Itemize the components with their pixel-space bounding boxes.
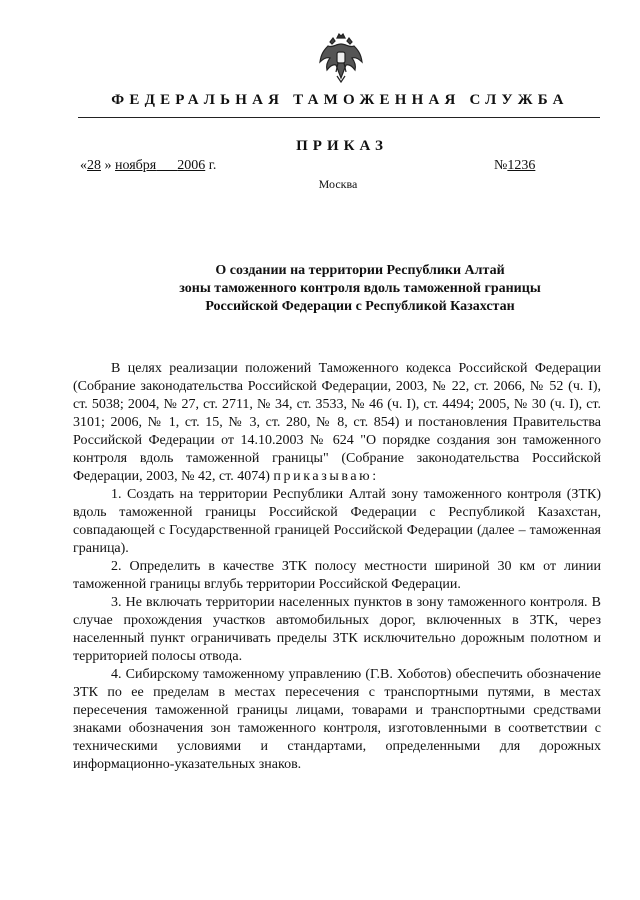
- intro-command: приказываю:: [273, 469, 379, 484]
- agency-name: ФЕДЕРАЛЬНАЯ ТАМОЖЕННАЯ СЛУЖБА: [111, 92, 569, 108]
- city: Москва: [318, 177, 358, 191]
- intro-text: В целях реализации положений Таможенного кодекса Российской Федерации (Собрание законодательства Российской Федерации, 2003, № 22, ст. 2066, № 52 (ч. I), ст. 5038; 2004, № 27, ст. 2711, № 34, ст. 3533, № 46 (ч. I), ст. 4494; 2005, № 30 (ч. I), ст. 3101; 2006, № 1, ст. 15, № 3, ст. 280, № 8, ст. 854) и постановления Правительства Российской Федерации от 14.10.2003 № 624 "О порядке создания зон таможенного контроля вдоль таможенной границы" (Собрание законодательства Российской Федерации, 2003, № 42, ст. 4074): [73, 361, 601, 484]
- header-divider: [78, 117, 600, 118]
- date-suffix: г.: [208, 158, 217, 173]
- order-item: 3. Не включать территории населенных пунктов в зону таможенного контроля. В случае прохождения участков автомобильных дорог, включенных в ЗТК, через населенный пункт ограничивать пределы ЗТК исключительно дорожным полотном и территорией полосы отвода.: [73, 595, 601, 664]
- date-year: 2006: [177, 158, 206, 173]
- date-month: ноября: [115, 158, 157, 173]
- order-item: 1. Создать на территории Республики Алтай зону таможенного контроля (ЗТК) вдоль таможенной границы Российской Федерации с Республикой Казахстан, совпадающей с Государственной границей Российской Федерации (далее – таможенная граница).: [73, 487, 601, 556]
- heading-line: зоны таможенного контроля вдоль таможенной границы: [179, 281, 541, 296]
- order-heading: [100, 262, 620, 316]
- order-date: [80, 158, 216, 174]
- order-body: [73, 360, 601, 774]
- order-item: 4. Сибирскому таможенному управлению (Г.В. Хоботов) обеспечить обозначение ЗТК по ее пределам в местах пересечения с транспортными путями, в местах пересечения таможенной границы лицами, товарами и транспортными средствами знаками обозначения зон таможенного контроля, изготовленными в соответствии с техническими условиями и стандартами, определенными для дорожных информационно-указательных знаков.: [73, 667, 601, 772]
- order-title: ПРИКАЗ: [296, 138, 388, 154]
- order-number: [494, 158, 565, 174]
- intro-paragraph: [73, 360, 601, 486]
- double-headed-eagle-emblem-icon: [318, 32, 364, 84]
- number-prefix: №: [494, 158, 508, 173]
- heading-line: Российской Федерации с Республикой Казахстан: [205, 299, 515, 314]
- date-day: 28: [87, 158, 101, 173]
- number-value: 1236: [507, 158, 536, 173]
- date-close-quote: »: [104, 158, 112, 173]
- date-open-quote: «: [80, 158, 87, 173]
- order-item: 2. Определить в качестве ЗТК полосу местности шириной 30 км от линии таможенной границы вглубь территории Российской Федерации.: [73, 559, 601, 592]
- heading-line: О создании на территории Республики Алтай: [215, 263, 505, 278]
